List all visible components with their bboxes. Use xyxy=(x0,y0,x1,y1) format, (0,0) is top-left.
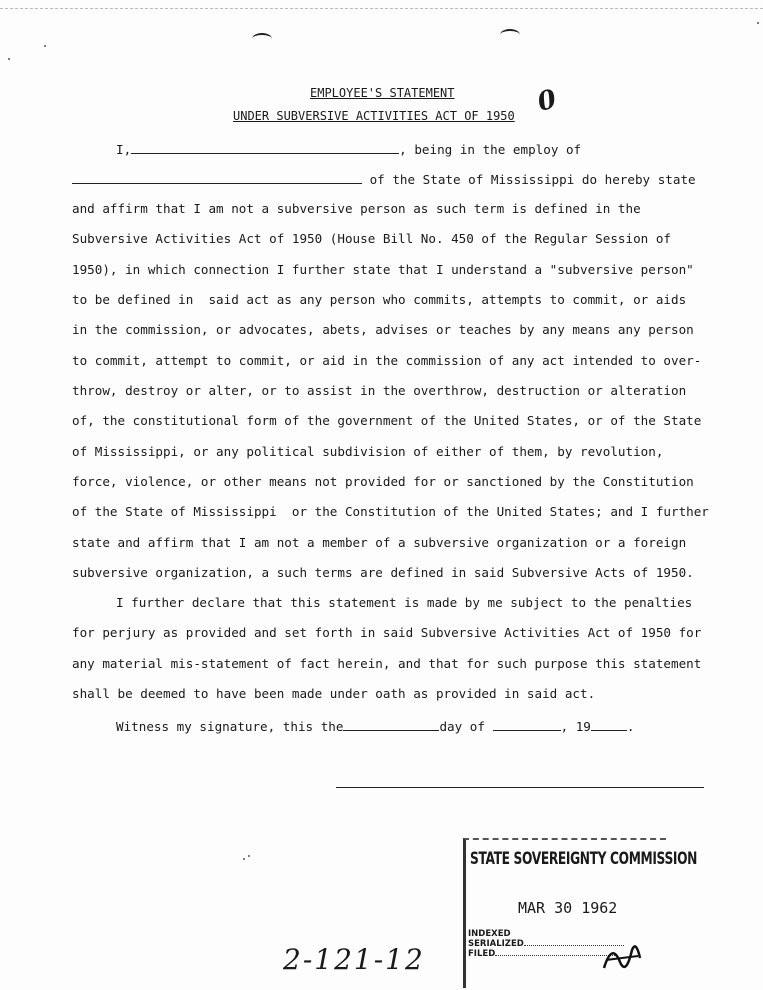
day-blank xyxy=(343,719,439,731)
handwritten-file-number: 2-121-12 xyxy=(283,943,425,976)
stamp-indexed-label: INDEXED xyxy=(468,929,511,939)
body-line-5: 1950), in which connection I further state that I understand a "subversive person" xyxy=(72,262,694,277)
body-line-19: shall be deemed to have been made under oath as provided in said act. xyxy=(72,686,596,701)
body-line-10: of, the constitutional form of the government of the United States, or of the State xyxy=(72,413,702,428)
body-line-1 xyxy=(116,142,581,157)
scan-speck xyxy=(44,45,46,47)
scan-mark-left xyxy=(252,33,272,45)
stamp-title: STATE SOVEREIGNTY COMMISSION xyxy=(470,849,698,869)
document-title: EMPLOYEE'S STATEMENT xyxy=(310,86,455,100)
stamp-date: MAR 30 1962 xyxy=(518,899,618,917)
body-line-14: state and affirm that I am not a member of a subversive organization or a foreign xyxy=(72,535,687,550)
scan-mark-right xyxy=(500,29,520,41)
body-line-3: and affirm that I am not a subversive person as such term is defined in the xyxy=(72,201,641,216)
witness-line xyxy=(116,719,635,734)
body-line-15: subversive organization, a such terms are defined in said Subversive Acts of 1950. xyxy=(72,565,694,580)
scan-top-edge xyxy=(0,0,763,9)
document-subtitle: UNDER SUBVERSIVE ACTIVITIES ACT OF 1950 xyxy=(233,109,515,123)
body-line-17: for perjury as provided and set forth in said Subversive Activities Act of 1950 for xyxy=(72,625,702,640)
body-line-8: to commit, attempt to commit, or aid in the commission of any act intended to over- xyxy=(72,353,702,368)
body-line-16: I further declare that this statement is made by me subject to the penalties xyxy=(116,595,693,610)
body-line-1-end: , being in the employ of xyxy=(399,142,582,157)
body-line-2-text: of the State of Mississippi do hereby state xyxy=(362,172,696,187)
year-blank xyxy=(591,719,627,731)
body-line-6: to be defined in said act as any person who commits, attempts to commit, or aids xyxy=(72,292,687,307)
year-prefix: , 19 xyxy=(560,719,591,734)
scan-speck xyxy=(8,58,10,60)
name-blank xyxy=(131,142,399,154)
body-line-1-start: I, xyxy=(116,142,132,157)
body-line-2 xyxy=(72,172,696,187)
witness-period: . xyxy=(626,719,635,734)
stamp-serialized-label: SERIALIZED xyxy=(468,939,524,949)
scan-speck xyxy=(757,22,759,24)
body-line-12: force, violence, or other means not provided for or sanctioned by the Constitution xyxy=(72,474,694,489)
stamp-initials-scribble xyxy=(598,938,644,980)
body-line-9: throw, destroy or alter, or to assist in the overthrow, destruction or alteration xyxy=(72,383,687,398)
stamp-indexed xyxy=(468,929,511,939)
stamp-filed xyxy=(468,949,615,959)
body-line-11: of Mississippi, or any political subdivision of either of them, by revolution, xyxy=(72,444,664,459)
body-line-4: Subversive Activities Act of 1950 (House Bill No. 450 of the Regular Session of xyxy=(72,231,671,246)
month-blank xyxy=(493,719,561,731)
body-line-7: in the commission, or advocates, abets, advises or teaches by any means any person xyxy=(72,322,694,337)
scan-speck xyxy=(243,858,245,860)
employer-blank xyxy=(72,172,362,184)
stamp-filed-label: FILED xyxy=(468,949,496,959)
scan-speck xyxy=(248,855,250,857)
body-line-18: any material mis-statement of fact herein, and that for such purpose this statement xyxy=(72,656,702,671)
witness-text: Witness my signature, this the xyxy=(116,719,344,734)
handwritten-zero-mark: 0 xyxy=(534,84,560,118)
day-of-text: day of xyxy=(439,719,485,734)
body-line-13: of the State of Mississippi or the Constitution of the United States; and I further xyxy=(72,504,709,519)
signature-line xyxy=(336,787,704,788)
